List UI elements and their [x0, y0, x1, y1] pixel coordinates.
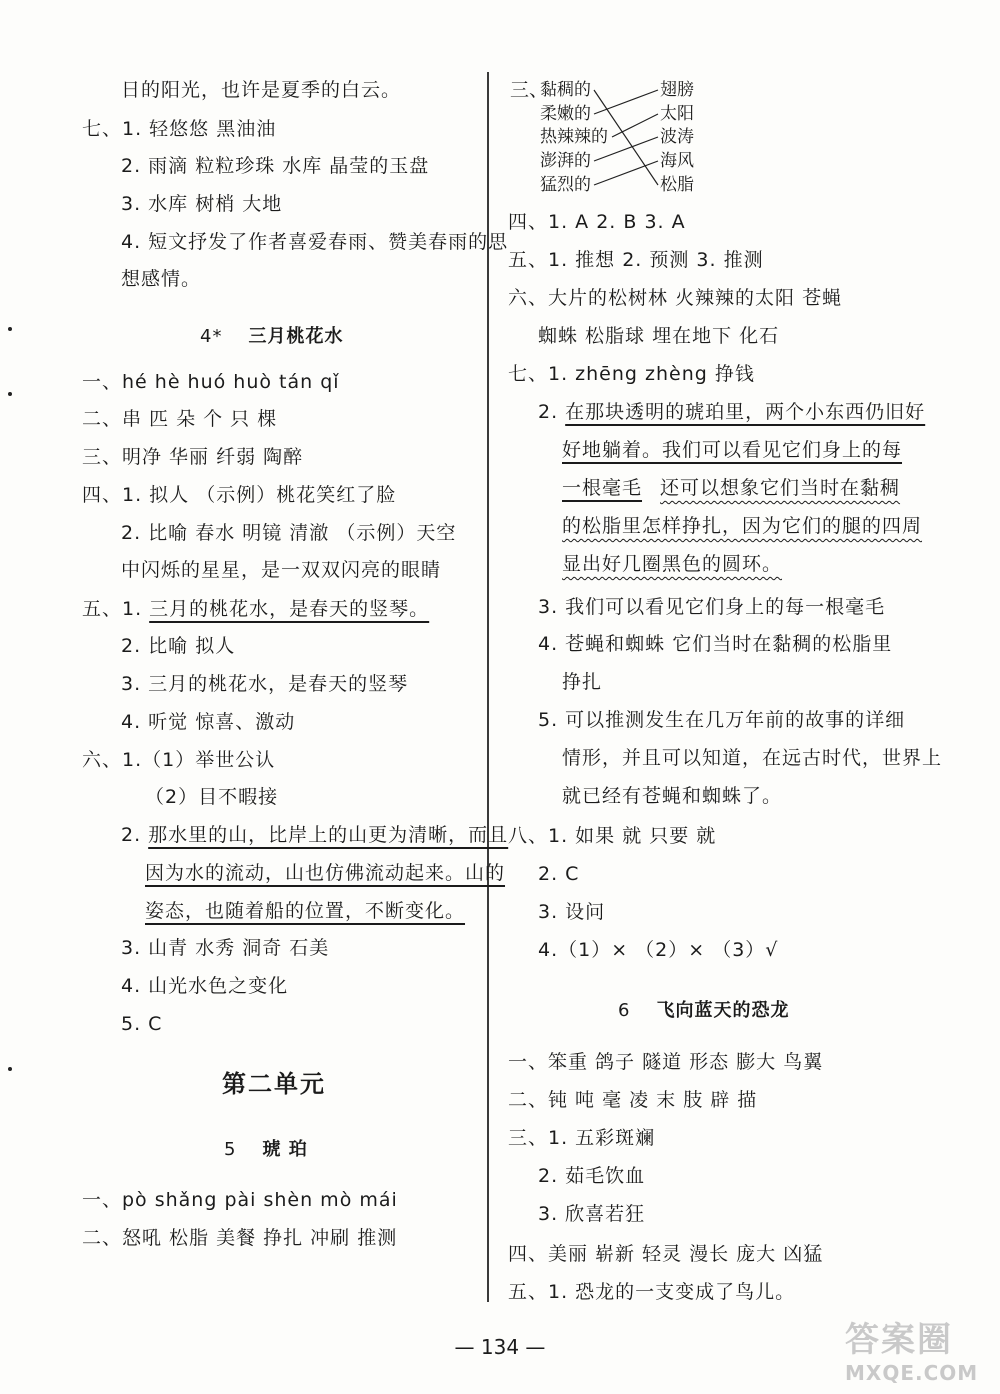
answer-line: 八、1. 如果 就 只要 就	[508, 825, 717, 847]
answer-line: 2. 比喻 拟人	[121, 635, 236, 657]
section-title: 琥 珀	[262, 1139, 308, 1160]
answer-line: 日的阳光，也许是夏季的白云。	[121, 79, 402, 101]
answer-line: 七、1. 轻悠悠 黑油油	[82, 118, 277, 140]
section-heading-5	[224, 1135, 308, 1161]
wavy-underlined-answer: 的松脂里怎样挣扎，因为它们的腿的四周	[562, 515, 923, 537]
match-right-item: 翅膀	[660, 80, 694, 100]
answer-line: 一、pò shǎng pài shèn mò mái	[82, 1189, 398, 1211]
unit-title: 第二单元	[222, 1070, 326, 1098]
margin-dot	[8, 392, 12, 396]
match-left-item: 热辣辣的	[540, 127, 608, 147]
answer-line: 2. 茹毛饮血	[538, 1165, 646, 1187]
section-number: 5	[224, 1139, 237, 1160]
section-number: 4*	[200, 326, 223, 347]
underlined-answer: 那水里的山，比岸上的山更为清晰，而且	[148, 824, 509, 846]
answer-line: 三、1. 五彩斑斓	[508, 1127, 656, 1149]
answer-line: 3. 山青 水秀 洞奇 石美	[121, 937, 330, 959]
match-left-item: 黏稠的	[540, 80, 591, 100]
answer-line: 4. 听觉 惊喜、激动	[121, 711, 296, 733]
answer-line	[562, 474, 900, 502]
match-line	[594, 161, 658, 185]
match-connector-lines	[508, 78, 708, 198]
underlined-answer: 三月的桃花水，是春天的竖琴。	[149, 598, 430, 620]
match-line	[594, 137, 658, 161]
section-title: 三月桃花水	[248, 326, 344, 347]
answer-line: 六、大片的松树林 火辣辣的太阳 苍蝇	[508, 287, 843, 309]
margin-dot	[8, 1067, 12, 1071]
answer-line: 就已经有苍蝇和蜘蛛了。	[562, 785, 783, 807]
section-number: 6	[618, 1000, 631, 1021]
answer-line: 五、1. 推想 2. 预测 3. 推测	[508, 249, 764, 271]
answer-line: 3. 欣喜若狂	[538, 1203, 646, 1225]
answer-line: 一、hé hè huó huò tán qǐ	[82, 371, 340, 393]
answer-line: 2. C	[538, 863, 580, 885]
match-left-item: 澎湃的	[540, 151, 591, 171]
underlined-answer: 一根毫毛	[562, 477, 643, 499]
answer-line: 中闪烁的星星，是一双双闪亮的眼睛	[121, 559, 442, 581]
answer-line	[82, 595, 429, 623]
answer-line: 想感情。	[121, 268, 202, 290]
answer-prefix: 五、1.	[82, 598, 150, 620]
answer-line: 5. 可以推测发生在几万年前的故事的详细	[538, 709, 906, 731]
wavy-underlined-answer: 还可以想象它们当时在黏稠	[660, 477, 901, 499]
answer-line: 4. 山光水色之变化	[121, 975, 289, 997]
answer-line: 2. 雨滴 粒粒珍珠 水库 晶莹的玉盘	[121, 155, 430, 177]
match-right-item: 太阳	[660, 104, 694, 124]
answer-line: 六、1.（1）举世公认	[82, 749, 276, 771]
answer-prefix: 2.	[121, 824, 149, 846]
answer-line: 一、笨重 鸽子 隧道 形态 膨大 鸟翼	[508, 1051, 824, 1073]
underlined-answer: 姿态，也随着船的位置，不断变化。	[145, 900, 466, 922]
watermark-logo	[845, 1312, 985, 1384]
answer-line: 2. 比喻 春水 明镜 清澈 （示例）天空	[121, 522, 457, 544]
match-left-item: 猛烈的	[540, 175, 591, 195]
column-divider	[487, 72, 489, 1302]
section-heading-4	[200, 322, 343, 348]
answer-line: 3. 设问	[538, 901, 606, 923]
watermark-text: 答案圈	[845, 1320, 953, 1360]
answer-line: 四、1. 拟人 （示例）桃花笑红了脸	[82, 484, 397, 506]
section-title: 飞向蓝天的恐龙	[656, 1000, 790, 1021]
match-right-item: 松脂	[660, 175, 694, 195]
underlined-answer: 好地躺着。我们可以看见它们身上的每	[562, 439, 903, 461]
wavy-underlined-answer: 显出好几圈黑色的圆环。	[562, 553, 783, 575]
answer-line: 3. 水库 树梢 大地	[121, 193, 283, 215]
answer-line: 3. 三月的桃花水，是春天的竖琴	[121, 673, 409, 695]
answer-line: 二、怒吼 松脂 美餐 挣扎 冲刷 推测	[82, 1227, 398, 1249]
answer-line: 四、美丽 崭新 轻灵 漫长 庞大 凶猛	[508, 1243, 824, 1265]
matching-exercise	[508, 78, 708, 198]
answer-line: 七、1. zhēng zhèng 挣钱	[508, 363, 755, 385]
answer-line: 情形，并且可以知道，在远古时代，世界上	[562, 747, 943, 769]
answer-line: 二、钝 吨 毫 凌 末 肢 辟 描	[508, 1089, 758, 1111]
answer-line: 二、串 匹 朵 个 只 棵	[82, 408, 278, 430]
match-right-item: 海风	[660, 151, 694, 171]
watermark-url: MXQE.COM	[845, 1361, 979, 1385]
answer-prefix: 三、	[510, 79, 549, 101]
answer-line: 4. 短文抒发了作者喜爱春雨、赞美春雨的思	[121, 231, 509, 253]
underlined-answer: 因为水的流动，山也仿佛流动起来。山的	[145, 862, 506, 884]
answer-line: （2）目不暇接	[145, 786, 279, 808]
answer-line: 蜘蛛 松脂球 埋在地下 化石	[538, 325, 780, 347]
answer-line: 四、1. A 2. B 3. A	[508, 211, 686, 233]
answer-prefix: 2.	[538, 401, 566, 423]
answer-line: 5. C	[121, 1013, 163, 1035]
page-number: — 134 —	[454, 1335, 546, 1359]
section-heading-6	[618, 996, 789, 1022]
answer-line	[121, 821, 508, 849]
answer-line	[538, 398, 925, 426]
margin-dot	[8, 327, 12, 331]
answer-line: 4.（1）× （2）× （3）√	[538, 939, 779, 961]
answer-line: 三、明净 华丽 纤弱 陶醉	[82, 446, 304, 468]
answer-line: 五、1. 恐龙的一支变成了鸟儿。	[508, 1281, 796, 1303]
answer-line: 4. 苍蝇和蜘蛛 它们当时在黏稠的松脂里	[538, 633, 893, 655]
match-right-item: 波涛	[660, 127, 694, 147]
answer-line: 3. 我们可以看见它们身上的每一根毫毛	[538, 596, 886, 618]
match-line	[594, 90, 658, 185]
match-line	[612, 114, 658, 137]
underlined-answer: 在那块透明的琥珀里，两个小东西仍旧好	[565, 401, 926, 423]
match-left-item: 柔嫩的	[540, 104, 591, 124]
answer-line: 挣扎	[562, 671, 603, 693]
match-line	[594, 90, 658, 114]
